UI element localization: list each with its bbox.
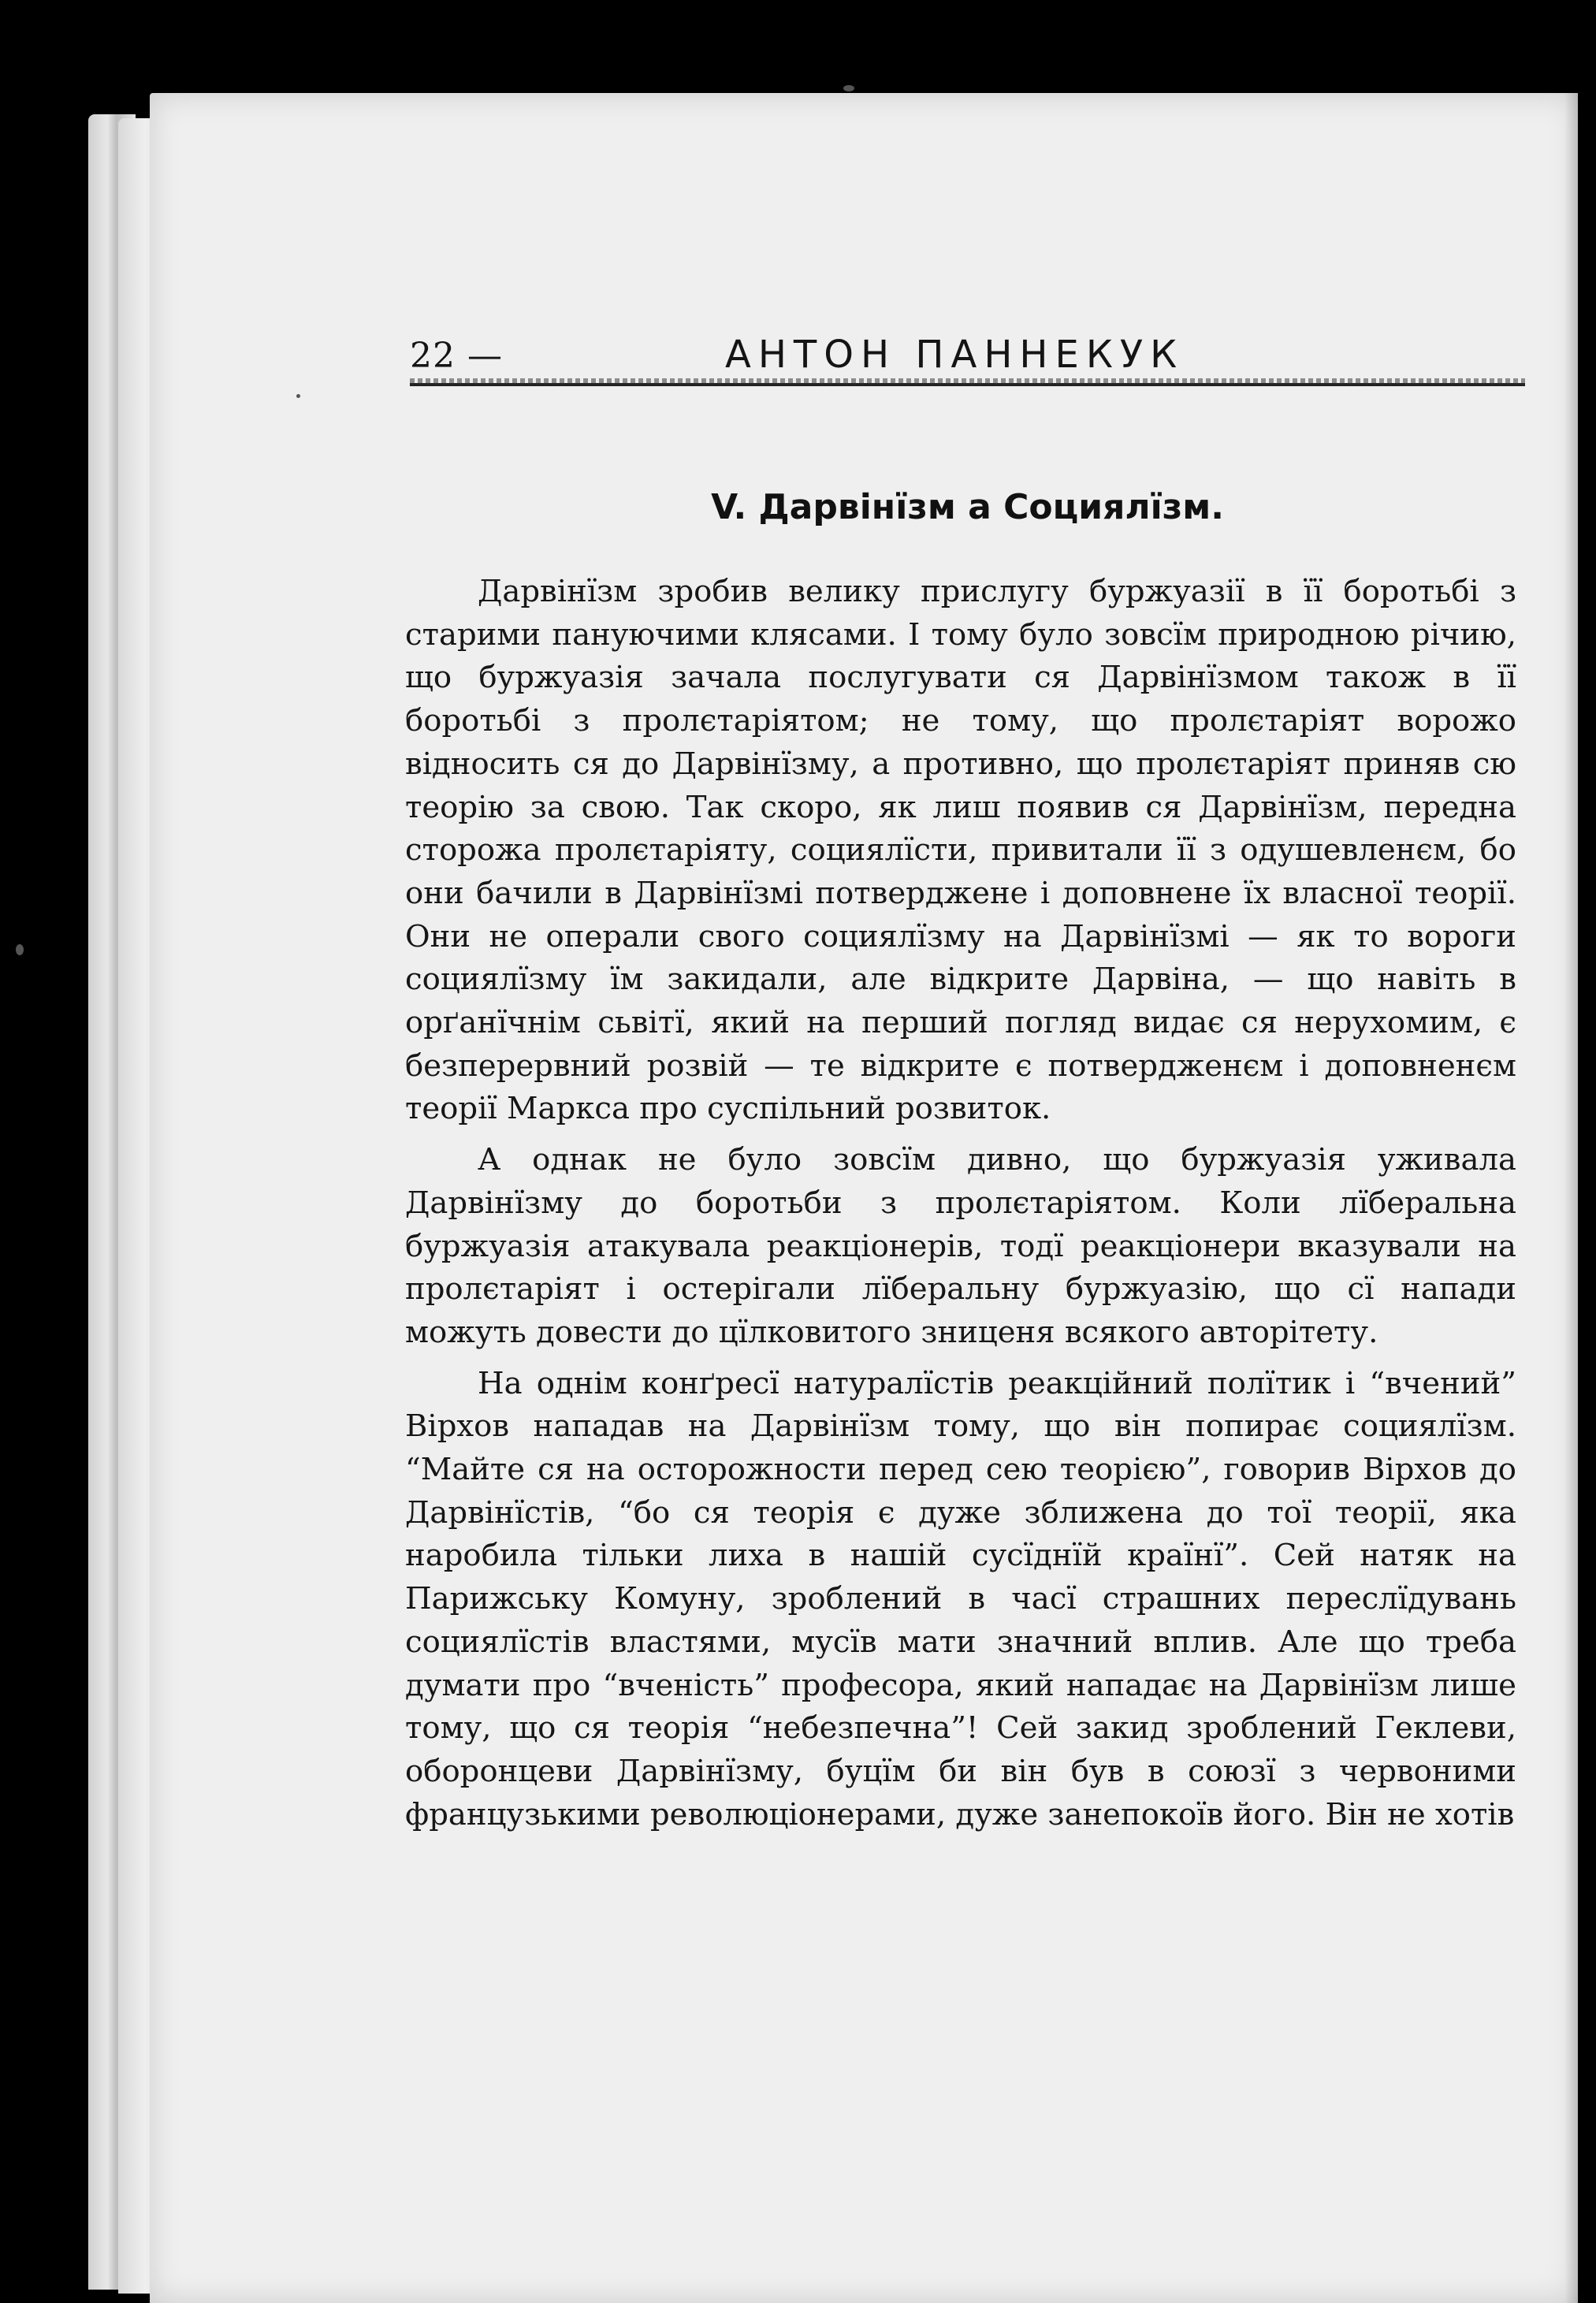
paragraph-2: А однак не було зовсїм дивно, що буржуазія уживала Дарвінїзму до боротьби з пролєтаріятом. Коли лїберальна буржуазія атакувала реакціонерів, тодї реакціонери вказували на пролєтаріят і остерігали лїберальну буржуазію, що сї напади можуть довести до цїлковитого зниценя всякого авторітету. xyxy=(405,1142,1516,1350)
page-shadow xyxy=(1564,93,1596,2303)
page-number: 22 — xyxy=(410,336,503,376)
page-header xyxy=(410,329,1525,385)
chapter-title: V. Дарвінїзм а Социялїзм. xyxy=(711,487,1224,527)
paragraph-3: На однім конґресї натуралїстів реакційний полїтик і “вчений” Вірхов нападав на Дарвінїзм тому, що він попирає социялїзм. “Майте ся на осторожности перед сею теорією”, говорив Вірхов до Дарвінїстів, “бо ся теорія є дуже зближена до тої теорії, яка наробила тільки лиха в нашій сусїднїй країнї”. Сей натяк на Парижську Комуну, зроблений в часї страшних переслїдувань социялїстів властями, мусїв мати значний вплив. Але що треба думати про “вченість” професора, який нападає на Дарвінїзм лише тому, що ся теорія “небезпечна”! Сей закид зроблений Геклеви, оборонцеви Дарвінїзму, буцїм би він був в союзї з червоними французькими революціонерами, дуже занепокоїв його. Він не хотів xyxy=(405,1365,1516,1832)
header-rule-texture xyxy=(410,378,1525,385)
dust-speck xyxy=(16,944,24,955)
dust-speck xyxy=(296,394,300,398)
body-text xyxy=(405,571,1516,1844)
paragraph-1: Дарвінїзм зробив велику прислугу буржуазії в її боротьбі з старими пануючими клясами. І тому було зовсїм природною річию, що буржуазія зачала послугувати ся Дарвінїзмом також в її боротьбі з пролєтаріятом; не тому, що пролєтаріят ворожо відносить ся до Дарвінїзму, а противно, що пролєтаріят приняв сю теорію за свою. Так скоро, як лиш появив ся Дарвінїзм, передна сторожа пролєтаріяту, социялїсти, привитали її з одушевленєм, бо они бачили в Дарвінїзмі потверджене і доповнене їх власної теорії. Они не операли свого социялїзму на Дарвінїзмі — як то вороги социялїзму їм закидали, але відкрите Дарвіна, — що навіть в орґанїчнім сьвітї, який на перший погляд видає ся нерухомим, є безперервний розвій — те відкрите є потвердженєм і доповненєм теорії Маркса про суспільний розвиток. xyxy=(405,574,1516,1127)
running-head: АНТОН ПАННЕКУК xyxy=(725,333,1185,377)
dust-speck xyxy=(843,85,854,91)
